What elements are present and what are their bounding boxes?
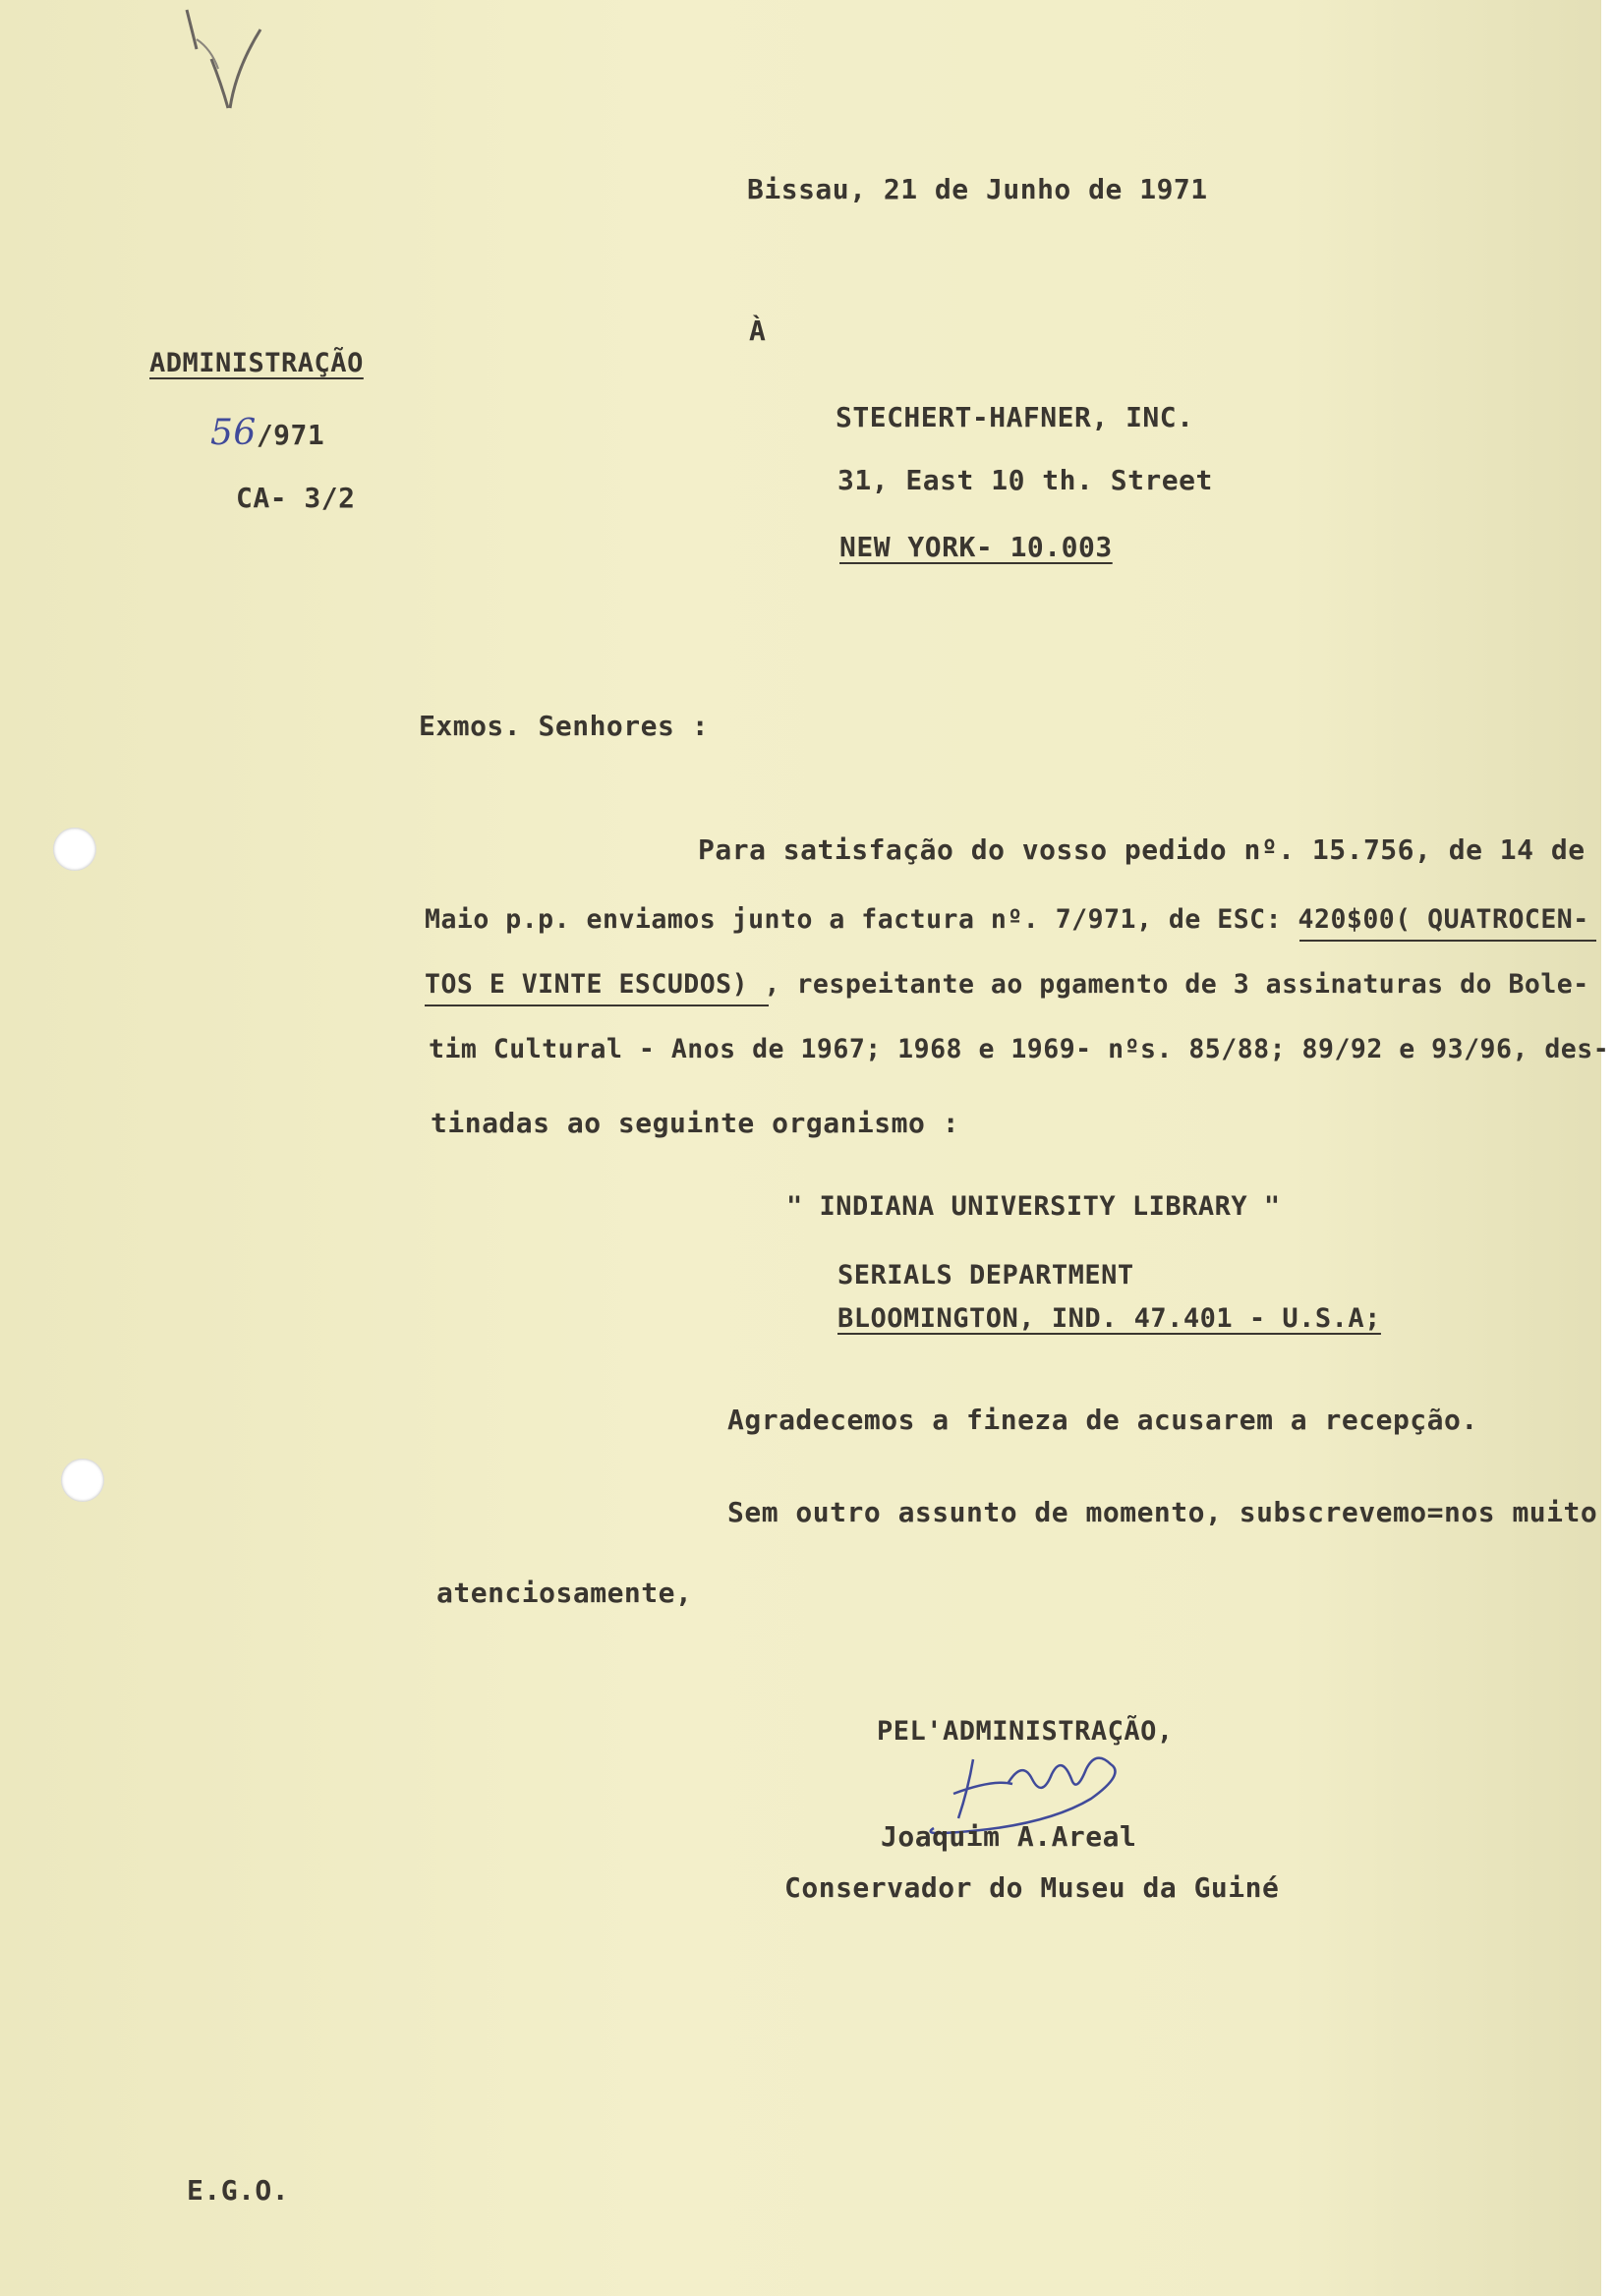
thanks-line: Agradecemos a fineza de acusarem a recepção.	[727, 1404, 1478, 1436]
ref-suffix: /971	[256, 419, 325, 451]
recipient-city: NEW YORK- 10.003	[839, 531, 1113, 563]
org-name: " INDIANA UNIVERSITY LIBRARY "	[786, 1191, 1281, 1222]
recipient-street: 31, East 10 th. Street	[837, 464, 1213, 496]
signature-for: PEL'ADMINISTRAÇÃO,	[877, 1716, 1174, 1747]
punch-hole-top	[53, 828, 96, 871]
typist-initials: E.G.O.	[187, 2174, 290, 2207]
department-heading: ADMINISTRAÇÃO	[149, 348, 364, 378]
org-address: BLOOMINGTON, IND. 47.401 - U.S.A;	[837, 1303, 1381, 1334]
body-line-2: Maio p.p. enviamos junto a factura nº. 7/971, de ESC: 420$00( QUATROCEN-	[425, 904, 1589, 935]
scan-edge	[1601, 0, 1615, 2296]
handwritten-ref: 56	[210, 413, 257, 453]
reference-code: CA- 3/2	[236, 482, 356, 514]
signatory-title: Conservador do Museu da Guiné	[784, 1871, 1280, 1904]
body-line-5: tinadas ao seguinte organismo :	[431, 1107, 960, 1139]
org-department: SERIALS DEPARTMENT	[837, 1260, 1134, 1291]
closing-line-1: Sem outro assunto de momento, subscrevemo=nos muito	[727, 1496, 1598, 1528]
body-line-3: TOS E VINTE ESCUDOS) , respeitante ao pgamento de 3 assinaturas do Bole-	[425, 969, 1589, 1000]
amount-underline-2	[425, 1004, 769, 1006]
salutation: Exmos. Senhores :	[419, 710, 710, 742]
signatory-name: Joaquim A.Areal	[881, 1820, 1137, 1853]
recipient-name: STECHERT-HAFNER, INC.	[836, 401, 1194, 433]
amount-underline-1	[1299, 940, 1596, 942]
reference-number	[210, 413, 324, 453]
place-date: Bissau, 21 de Junho de 1971	[747, 173, 1208, 205]
to-mark: À	[749, 315, 767, 347]
punch-hole-bottom	[61, 1459, 104, 1502]
handwritten-check-mark	[167, 0, 305, 128]
body-line-4: tim Cultural - Anos de 1967; 1968 e 1969- nºs. 85/88; 89/92 e 93/96, des-	[429, 1034, 1610, 1064]
body-line-1: Para satisfação do vosso pedido nº. 15.756, de 14 de	[698, 833, 1586, 866]
closing-line-2: atenciosamente,	[436, 1577, 693, 1609]
